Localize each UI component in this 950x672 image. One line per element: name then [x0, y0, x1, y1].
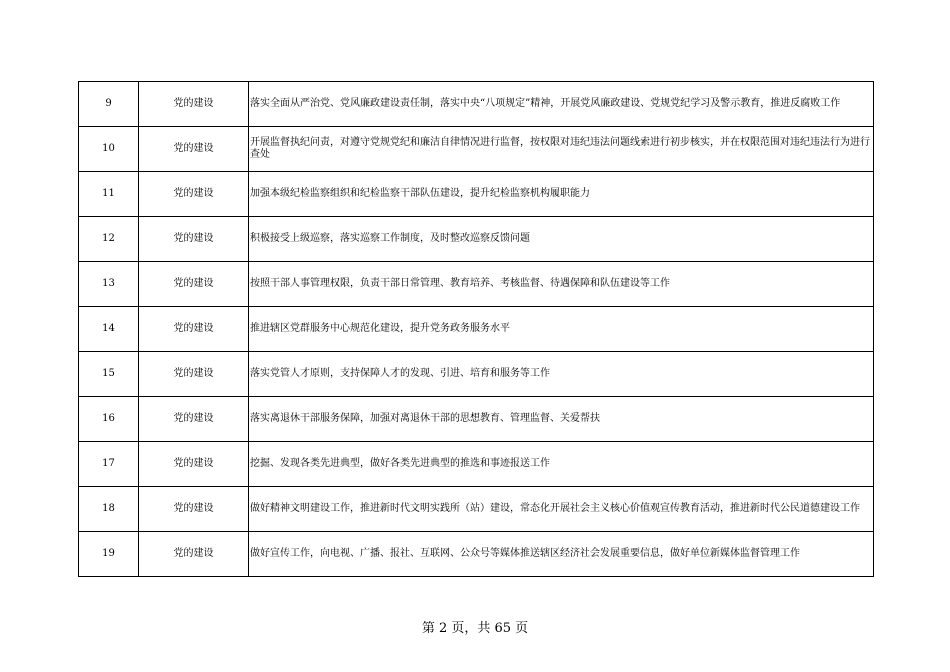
page-number-footer: 第 2 页，共 65 页: [421, 621, 529, 636]
table-row: [79, 307, 874, 352]
category-cell: 党的建设: [139, 262, 249, 307]
table-body: [79, 82, 874, 577]
category-cell: 党的建设: [139, 487, 249, 532]
category-cell: 党的建设: [139, 442, 249, 487]
category-cell: 党的建设: [139, 127, 249, 172]
duty-content-cell: 开展监督执纪问责，对遵守党规党纪和廉洁自律情况进行监督，按权限对违纪违法问题线索进行初步核实，并在权限范围对违纪违法行为进行查处: [249, 127, 874, 172]
category-cell: 党的建设: [139, 217, 249, 262]
duty-content-cell: 做好精神文明建设工作，推进新时代文明实践所（站）建设，常态化开展社会主义核心价值观宣传教育活动，推进新时代公民道德建设工作: [249, 487, 874, 532]
row-number-cell: 16: [79, 397, 139, 442]
duty-content-cell: 积极接受上级巡察，落实巡察工作制度，及时整改巡察反馈问题: [249, 217, 874, 262]
table-row: [79, 262, 874, 307]
table-row: [79, 442, 874, 487]
row-number-cell: 10: [79, 127, 139, 172]
row-number-cell: 15: [79, 352, 139, 397]
duty-content-cell: 推进辖区党群服务中心规范化建设，提升党务政务服务水平: [249, 307, 874, 352]
table-row: [79, 172, 874, 217]
category-cell: 党的建设: [139, 397, 249, 442]
row-number-cell: 9: [79, 82, 139, 127]
row-number-cell: 11: [79, 172, 139, 217]
category-cell: 党的建设: [139, 307, 249, 352]
duty-content-cell: 按照干部人事管理权限，负责干部日常管理、教育培养、考核监督、待遇保障和队伍建设等工作: [249, 262, 874, 307]
table-row: [79, 532, 874, 577]
table-row: [79, 352, 874, 397]
row-number-cell: 17: [79, 442, 139, 487]
row-number-cell: 19: [79, 532, 139, 577]
table-row: [79, 127, 874, 172]
table-row: [79, 82, 874, 127]
duty-content-cell: 做好宣传工作，向电视、广播、报社、互联网、公众号等媒体推送辖区经济社会发展重要信息，做好单位新媒体监督管理工作: [249, 532, 874, 577]
table-row: [79, 487, 874, 532]
category-cell: 党的建设: [139, 352, 249, 397]
duty-content-cell: 加强本级纪检监察组织和纪检监察干部队伍建设，提升纪检监察机构履职能力: [249, 172, 874, 217]
duty-content-cell: 落实党管人才原则，支持保障人才的发现、引进、培育和服务等工作: [249, 352, 874, 397]
row-number-cell: 12: [79, 217, 139, 262]
category-cell: 党的建设: [139, 82, 249, 127]
duty-content-cell: 挖掘、发现各类先进典型，做好各类先进典型的推选和事迹报送工作: [249, 442, 874, 487]
table-row: [79, 217, 874, 262]
duty-list-table: [78, 81, 874, 577]
duty-content-cell: 落实全面从严治党、党风廉政建设责任制，落实中央“八项规定”精神，开展党风廉政建设、党规党纪学习及警示教育，推进反腐败工作: [249, 82, 874, 127]
table-row: [79, 397, 874, 442]
row-number-cell: 14: [79, 307, 139, 352]
row-number-cell: 18: [79, 487, 139, 532]
duty-content-cell: 落实离退休干部服务保障，加强对离退休干部的思想教育、管理监督、关爱帮扶: [249, 397, 874, 442]
category-cell: 党的建设: [139, 172, 249, 217]
row-number-cell: 13: [79, 262, 139, 307]
category-cell: 党的建设: [139, 532, 249, 577]
